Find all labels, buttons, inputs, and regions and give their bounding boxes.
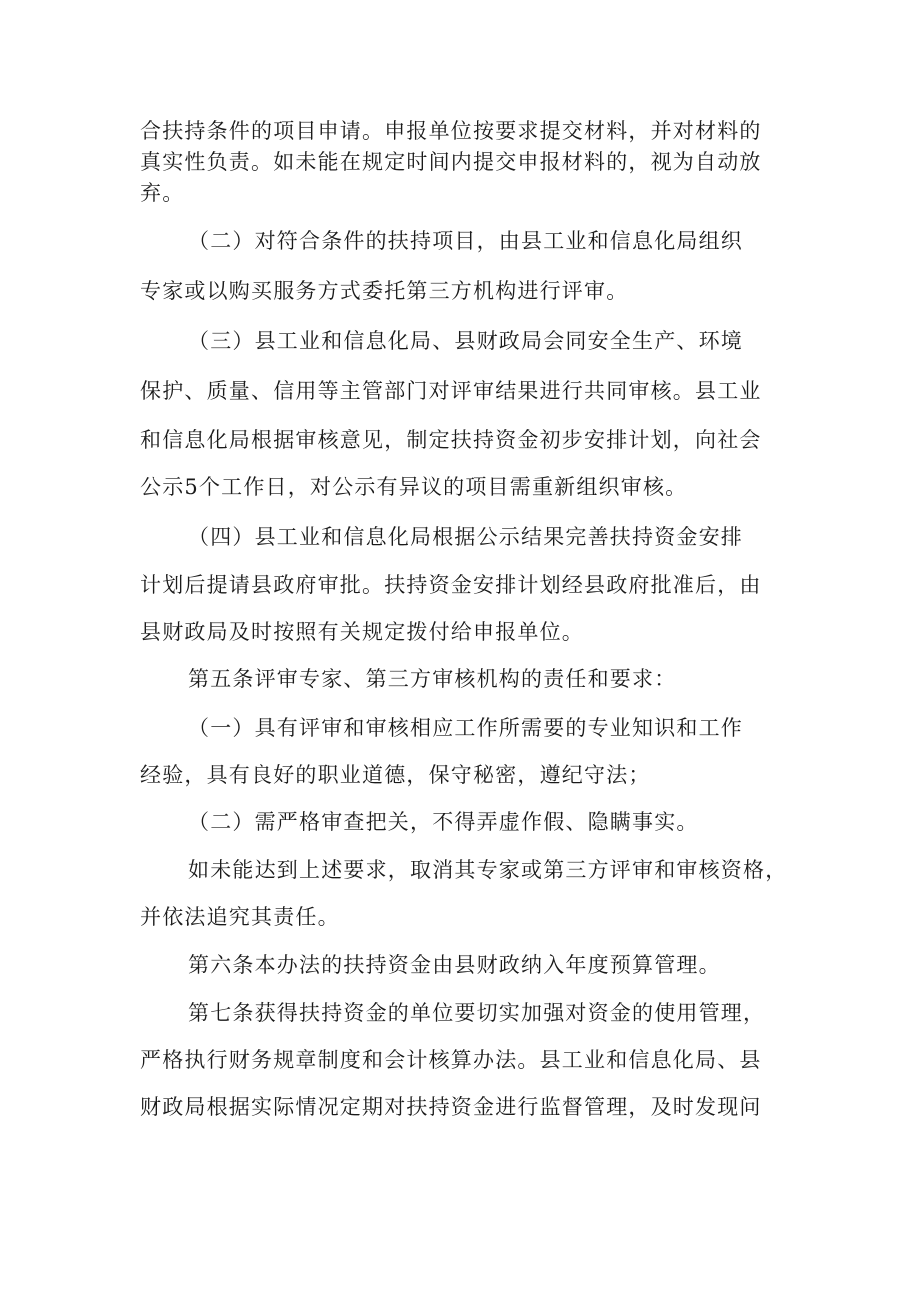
text-line: 专家或以购买服务方式委托第三方机构进行评审。 [140, 279, 629, 303]
text-line: 和信息化局根据审核意见，制定扶持资金初步安排计划，向社会 [140, 428, 762, 452]
text-line: （三）县工业和信息化局、县财政局会同安全生产、环境 [188, 329, 743, 353]
text-line: 弃。 [140, 181, 185, 205]
text-line: 公示5个工作日，对公示有异议的项目需重新组织审核。 [140, 475, 688, 499]
text-line: 如未能达到上述要求，取消其专家或第三方评审和审核资格， [188, 858, 788, 882]
text-line: 计划后提请县政府审批。扶持资金安排计划经县政府批准后，由 [140, 573, 762, 597]
text-line: 第五条评审专家、第三方审核机构的责任和要求： [188, 667, 677, 691]
text-line: （四）县工业和信息化局根据公示结果完善扶持资金安排 [188, 525, 743, 549]
text-line: （二）对符合条件的扶持项目，由县工业和信息化局组织 [188, 229, 743, 253]
text-line: 第六条本办法的扶持资金由县财政纳入年度预算管理。 [188, 953, 721, 977]
text-line: 第七条获得扶持资金的单位要切实加强对资金的使用管理， [188, 1001, 766, 1025]
text-line: （一）具有评审和审核相应工作所需要的专业知识和工作 [188, 716, 743, 740]
text-line: （二）需严格审查把关，不得弄虚作假、隐瞒事实。 [188, 810, 699, 834]
text-line: 真实性负责。如未能在规定时间内提交申报材料的，视为自动放 [140, 150, 762, 174]
text-line: 并依法追究其责任。 [140, 905, 340, 929]
text-line: 县财政局及时按照有关规定拨付给申报单位。 [140, 620, 584, 644]
text-line: 保护、质量、信用等主管部门对评审结果进行共同审核。县工业 [140, 379, 762, 403]
text-line: 合扶持条件的项目申请。申报单位按要求提交材料，并对材料的 [140, 119, 762, 143]
text-line: 严格执行财务规章制度和会计核算办法。县工业和信息化局、县 [140, 1048, 762, 1072]
text-line: 财政局根据实际情况定期对扶持资金进行监督管理，及时发现问 [140, 1095, 762, 1119]
text-line: 经验，具有良好的职业道德，保守秘密，遵纪守法； [140, 763, 651, 787]
